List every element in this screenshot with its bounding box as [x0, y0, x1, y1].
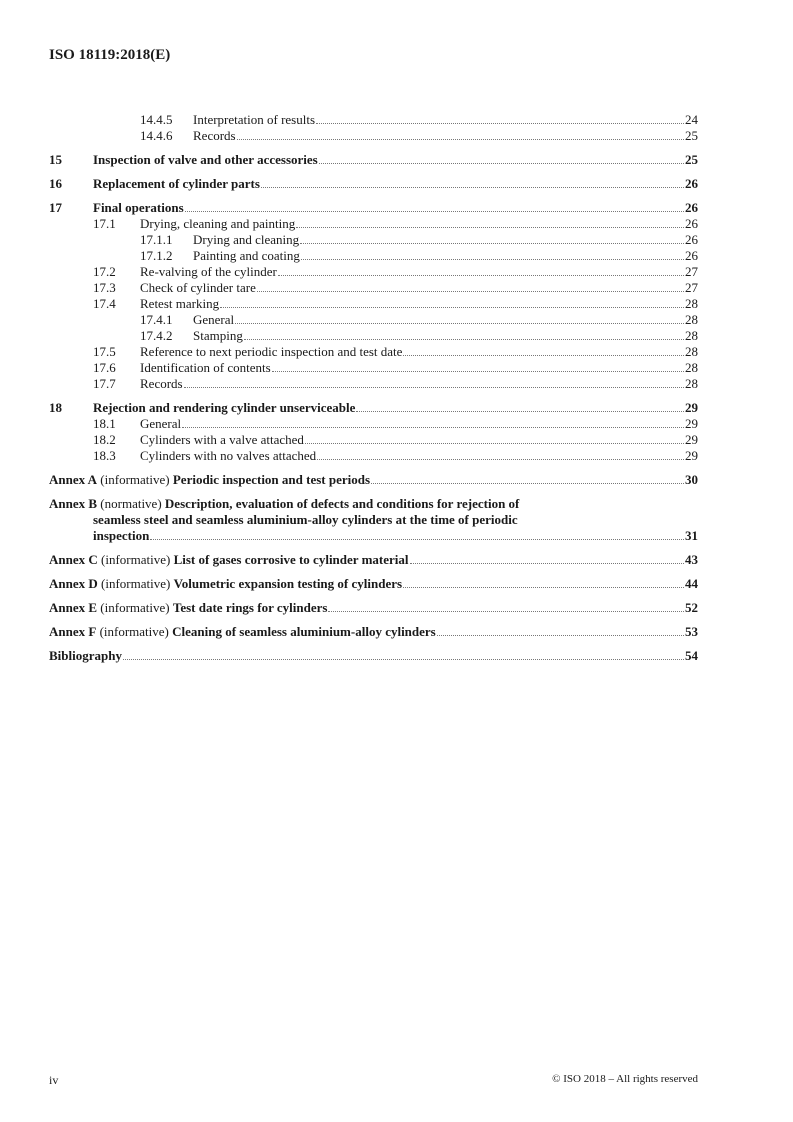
section-title: Records [193, 128, 236, 143]
annex-kind: (informative) [100, 472, 170, 487]
section-number: 17.4 [93, 296, 116, 311]
section-number: 17.1.1 [140, 232, 173, 247]
dot-leader [278, 275, 684, 276]
page-number: 26 [685, 216, 698, 231]
bibliography-entry[interactable] [49, 648, 698, 664]
annex-line [49, 496, 698, 512]
page-number: 26 [685, 232, 698, 247]
annex-label: Annex A [49, 472, 98, 487]
toc-entry[interactable] [49, 400, 698, 416]
page-number: 28 [685, 328, 698, 343]
page-number: 30 [685, 472, 698, 487]
toc-entry[interactable] [49, 344, 698, 360]
page-number: 28 [685, 312, 698, 327]
section-number: 17.1 [93, 216, 116, 231]
toc-entry[interactable] [49, 128, 698, 144]
dot-leader [403, 587, 684, 588]
annex-kind: (informative) [99, 624, 169, 639]
annex-line [49, 600, 698, 616]
section-title: Records [140, 376, 183, 391]
section-title: Inspection of valve and other accessories [93, 152, 318, 167]
section-number: 18.2 [93, 432, 116, 447]
section-number: 18.3 [93, 448, 116, 463]
toc-entry[interactable] [49, 376, 698, 392]
dot-leader [317, 459, 684, 460]
section-number: 15 [49, 152, 62, 167]
page-number: 28 [685, 376, 698, 391]
section-number: 18.1 [93, 416, 116, 431]
dot-leader [235, 323, 684, 324]
toc-entry[interactable] [49, 200, 698, 216]
page-number: 26 [685, 176, 698, 191]
page-number: 52 [685, 600, 698, 615]
section-title: Rejection and rendering cylinder unserviceable [93, 400, 356, 415]
toc-entry[interactable] [49, 416, 698, 432]
annex-kind: (informative) [100, 600, 170, 615]
dot-leader [403, 355, 684, 356]
section-title: Drying and cleaning [193, 232, 300, 247]
annex-kind: (informative) [101, 552, 171, 567]
page-number: 44 [685, 576, 698, 591]
annex-label: Annex D [49, 576, 98, 591]
dot-leader [301, 259, 684, 260]
copyright-notice: © ISO 2018 – All rights reserved [552, 1073, 698, 1085]
dot-leader [257, 291, 684, 292]
dot-leader [123, 659, 684, 660]
toc-entry[interactable] [49, 152, 698, 168]
toc-entry[interactable] [49, 232, 698, 248]
section-number: 17.6 [93, 360, 116, 375]
table-of-contents [49, 112, 698, 664]
page-number: 29 [685, 416, 698, 431]
toc-entry[interactable] [49, 248, 698, 264]
toc-entry[interactable] [49, 312, 698, 328]
section-title: Cylinders with a valve attached [140, 432, 304, 447]
annex-label: Annex C [49, 552, 98, 567]
page-number: 29 [685, 448, 698, 463]
dot-leader [244, 339, 684, 340]
section-title: Reference to next periodic inspection and test date [140, 344, 403, 359]
dot-leader [150, 539, 684, 540]
dot-leader [316, 123, 684, 124]
toc-entry[interactable] [49, 432, 698, 448]
section-number: 14.4.6 [140, 128, 173, 143]
section-number: 17.4.1 [140, 312, 173, 327]
page-number: 43 [685, 552, 698, 567]
section-title: Replacement of cylinder parts [93, 176, 260, 191]
page-number: 28 [685, 360, 698, 375]
toc-entry[interactable] [49, 112, 698, 128]
toc-entry[interactable] [49, 328, 698, 344]
annex-entry[interactable] [49, 576, 698, 592]
annex-title: Volumetric expansion testing of cylinders [173, 576, 403, 591]
annex-entry[interactable] [49, 472, 698, 488]
page-number: 54 [685, 648, 698, 663]
section-number: 17 [49, 200, 62, 215]
annex-title: inspection [93, 528, 150, 543]
dot-leader [237, 139, 684, 140]
section-number: 18 [49, 400, 62, 415]
annex-line [49, 624, 698, 640]
annex-entry[interactable] [49, 624, 698, 640]
annex-line [49, 552, 698, 568]
section-title: Identification of contents [140, 360, 271, 375]
toc-entry[interactable] [49, 264, 698, 280]
section-title: Stamping [193, 328, 243, 343]
annex-line [49, 576, 698, 592]
page-number: 26 [685, 200, 698, 215]
annex-continuation-line [49, 512, 698, 528]
section-title: General [193, 312, 235, 327]
dot-leader [328, 611, 684, 612]
section-number: 17.4.2 [140, 328, 173, 343]
section-number: 17.5 [93, 344, 116, 359]
toc-entry[interactable] [49, 296, 698, 312]
page-number: 26 [685, 248, 698, 263]
toc-entry[interactable] [49, 216, 698, 232]
section-number: 17.1.2 [140, 248, 173, 263]
toc-entry[interactable] [49, 280, 698, 296]
section-title: Check of cylinder tare [140, 280, 256, 295]
annex-entry[interactable] [49, 496, 698, 544]
dot-leader [371, 483, 684, 484]
annex-label: Annex B [49, 496, 98, 511]
page-number: 28 [685, 296, 698, 311]
section-number: 17.2 [93, 264, 116, 279]
page-number: 25 [685, 128, 698, 143]
page-number: 24 [685, 112, 698, 127]
section-title: Retest marking [140, 296, 220, 311]
annex-kind: (informative) [101, 576, 171, 591]
page-number: 53 [685, 624, 698, 639]
page-number: 27 [685, 280, 698, 295]
annex-title: Cleaning of seamless aluminium-alloy cylinders [172, 624, 436, 639]
section-title: Final operations [93, 200, 184, 215]
section-number: 17.3 [93, 280, 116, 295]
annex-entry[interactable] [49, 600, 698, 616]
dot-leader [437, 635, 684, 636]
page-number: 25 [685, 152, 698, 167]
dot-leader [305, 443, 684, 444]
section-number: 14.4.5 [140, 112, 173, 127]
document-id-header: ISO 18119:2018(E) [49, 47, 171, 63]
dot-leader [319, 163, 684, 164]
section-title: Painting and coating [193, 248, 300, 263]
annex-title: List of gases corrosive to cylinder material [173, 552, 409, 567]
section-title: Cylinders with no valves attached [140, 448, 317, 463]
toc-entry[interactable] [49, 448, 698, 464]
section-title: General [140, 416, 182, 431]
dot-leader [296, 227, 684, 228]
annex-line [49, 472, 698, 488]
dot-leader [184, 387, 684, 388]
dot-leader [182, 427, 684, 428]
annex-entry[interactable] [49, 552, 698, 568]
section-title: Drying, cleaning and painting [140, 216, 296, 231]
section-title: Re-valving of the cylinder [140, 264, 277, 279]
page-number: 28 [685, 344, 698, 359]
dot-leader [300, 243, 684, 244]
annex-title: Periodic inspection and test periods [172, 472, 371, 487]
toc-entry[interactable] [49, 176, 698, 192]
dot-leader [261, 187, 684, 188]
section-number: 16 [49, 176, 62, 191]
annex-kind: (normative) [100, 496, 162, 511]
page-number: 31 [685, 528, 698, 543]
annex-title: seamless steel and seamless aluminium-alloy cylinders at the time of periodic [93, 512, 518, 527]
annex-title: Description, evaluation of defects and conditions for rejection of [164, 496, 520, 511]
page-number: 29 [685, 400, 698, 415]
dot-leader [272, 371, 684, 372]
dot-leader [410, 563, 685, 564]
dot-leader [185, 211, 684, 212]
page-number: iv [49, 1073, 59, 1087]
annex-label: Annex F [49, 624, 97, 639]
annex-continuation-line [49, 528, 698, 544]
bibliography-title: Bibliography [49, 648, 122, 663]
section-title: Interpretation of results [193, 112, 316, 127]
page-number: 27 [685, 264, 698, 279]
page-number: 29 [685, 432, 698, 447]
section-number: 17.7 [93, 376, 116, 391]
toc-entry[interactable] [49, 360, 698, 376]
annex-title: Test date rings for cylinders [172, 600, 328, 615]
dot-leader [356, 411, 684, 412]
dot-leader [220, 307, 684, 308]
annex-label: Annex E [49, 600, 98, 615]
